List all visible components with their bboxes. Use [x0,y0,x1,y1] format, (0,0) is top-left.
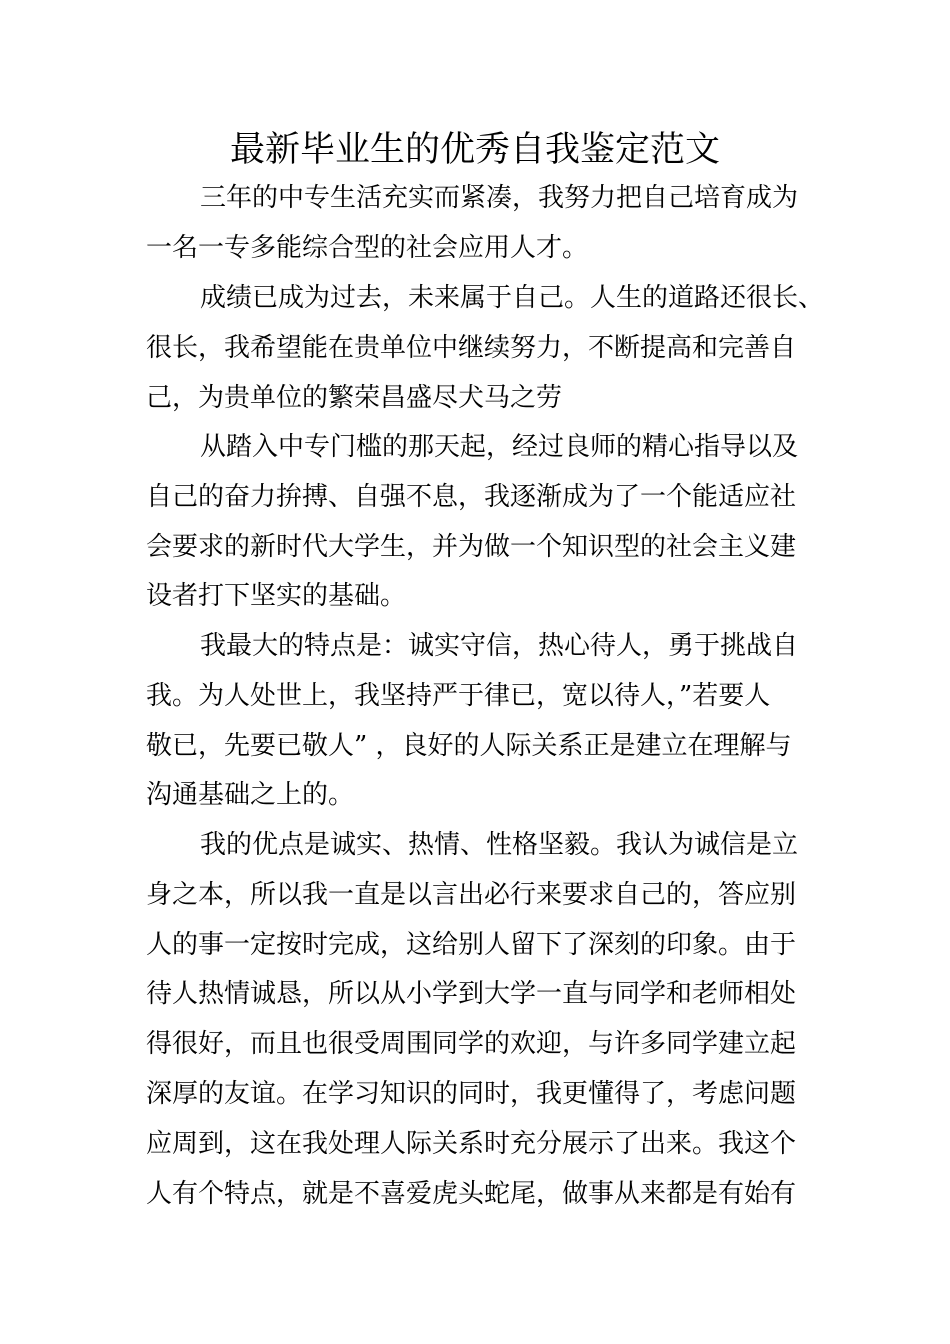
paragraph-line: 沟通基础之上的。 [146,780,355,811]
paragraph-2 [146,274,825,423]
paragraph-3 [146,423,806,622]
paragraph-line: 成绩已成为过去，未来属于自己。人生的道路还很长、 [200,283,825,313]
paragraph-line: 己，为贵单位的繁荣昌盛尽犬马之劳 [146,382,563,413]
paragraph-line: 我的优点是诚实、热情、性格坚毅。我认为诚信是立 [200,830,799,860]
paragraph-line: 一名一专多能综合型的社会应用人才。 [146,232,589,263]
paragraph-1 [146,174,806,274]
paragraph-line: 敬已，先要已敬人” ，良好的人际关系正是建立在理解与 [146,730,792,761]
paragraph-line: 得很好，而且也很受周围同学的欢迎，与许多同学建立起 [146,1029,797,1060]
paragraph-line: 身之本，所以我一直是以言出必行来要求自己的，答应别 [146,879,797,910]
paragraph-5 [146,821,806,1219]
paragraph-line: 很长，我希望能在贵单位中继续努力，不断提高和完善自 [146,332,797,363]
paragraph-line: 设者打下坚实的基础。 [146,581,407,612]
paragraph-line: 我最大的特点是：诚实守信，热心待人，勇于挑战自 [200,631,799,661]
paragraph-line: 应周到，这在我处理人际关系时充分展示了出来。我这个 [146,1128,797,1159]
paragraph-line: 人的事一定按时完成，这给别人留下了深刻的印象。由于 [146,929,797,960]
paragraph-4 [146,622,806,821]
paragraph-line: 人有个特点，就是不喜爱虎头蛇尾，做事从来都是有始有 [146,1178,797,1209]
paragraph-line: 会要求的新时代大学生，并为做一个知识型的社会主义建 [146,531,797,562]
paragraph-line: 三年的中专生活充实而紧凑，我努力把自己培育成为 [200,183,799,213]
paragraph-line: 深厚的友谊。在学习知识的同时，我更懂得了，考虑问题 [146,1078,797,1109]
paragraph-line: 我。为人处世上，我坚持严于律已，宽以待人，”若要人 [146,680,771,711]
paragraph-line: 从踏入中专门槛的那天起，经过良师的精心指导以及 [200,432,799,462]
paragraph-line: 待人热情诚恳，所以从小学到大学一直与同学和老师相处 [146,979,797,1010]
document-title: 最新毕业生的优秀自我鉴定范文 [229,130,720,170]
paragraph-line: 自己的奋力拚搏、自强不息，我逐渐成为了一个能适应社 [146,481,797,512]
